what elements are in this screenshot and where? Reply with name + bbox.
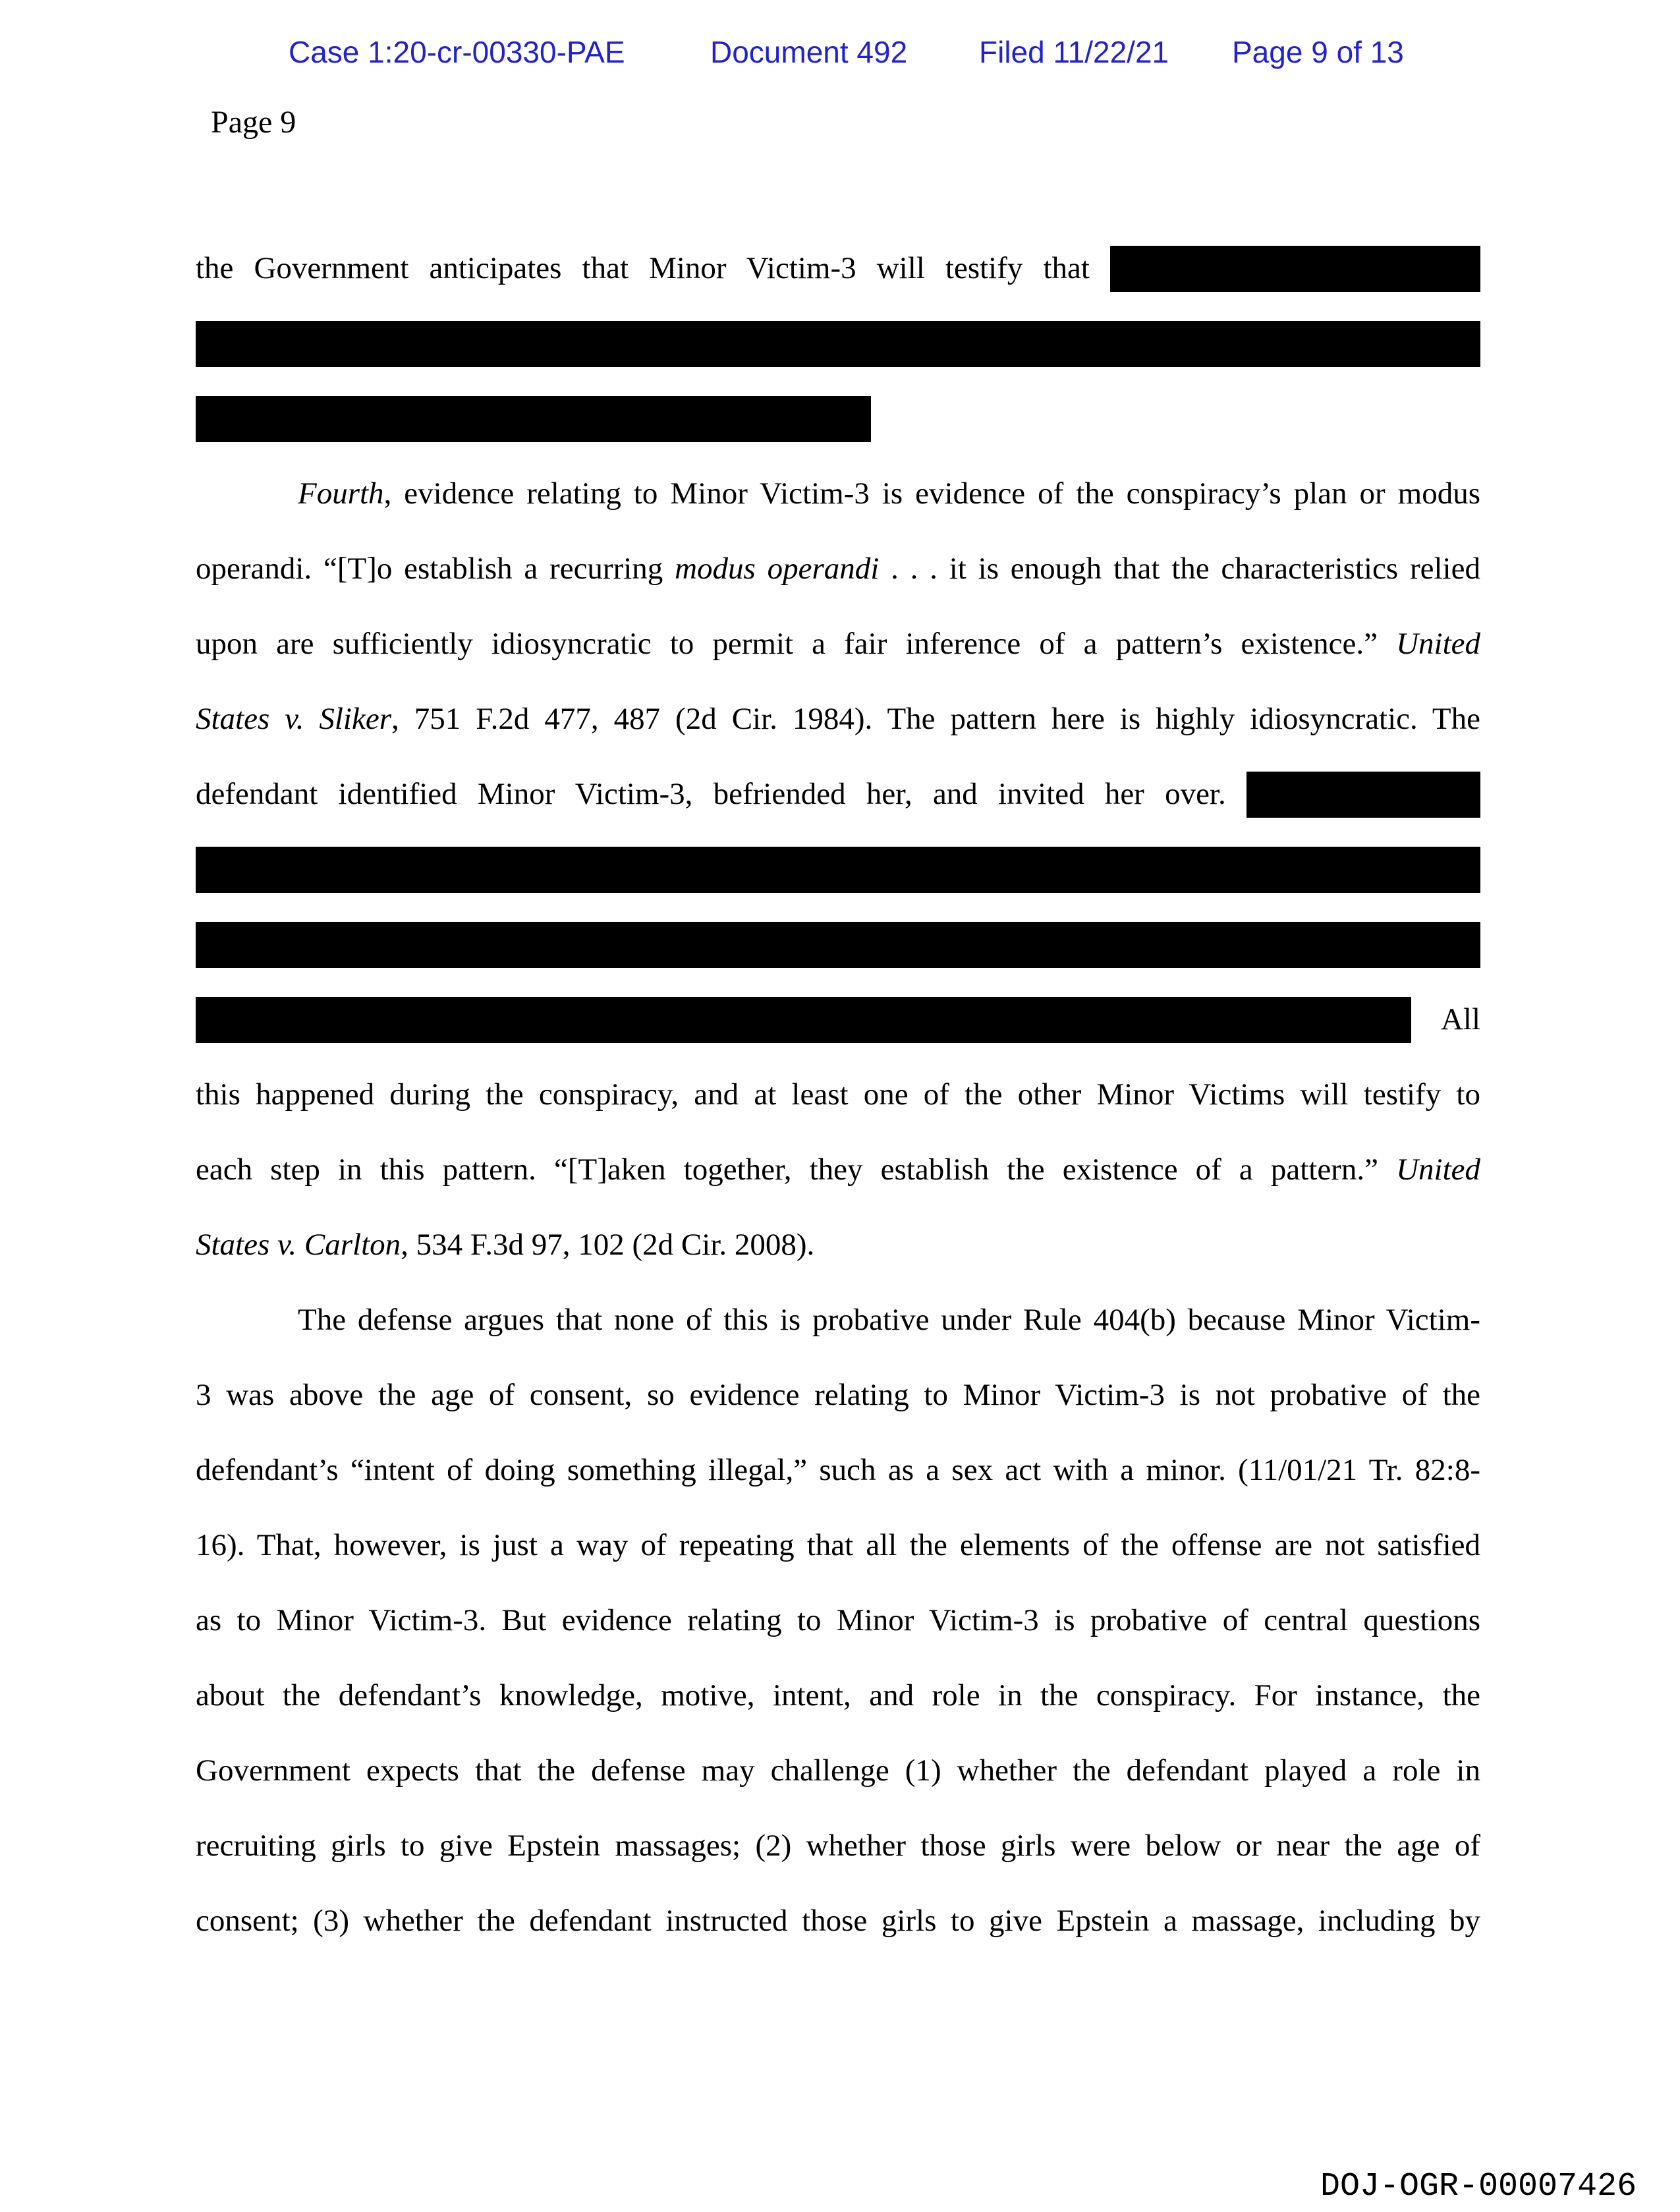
text-segment: operandi. “[T]o establish a recurring xyxy=(196,552,675,586)
body-text-line xyxy=(196,1808,1480,1883)
redaction-line xyxy=(196,381,1480,456)
text-segment: , 751 F.2d 477, 487 (2d Cir. 1984). The pattern here is highly idiosyncratic. The xyxy=(391,702,1480,736)
body-text-line xyxy=(196,1132,1480,1207)
body-text-line xyxy=(196,1057,1480,1132)
body-text-line xyxy=(196,1508,1480,1583)
text-segment: Fourth xyxy=(298,476,384,511)
body-text-line xyxy=(196,982,1480,1057)
body-text-line xyxy=(196,231,1480,306)
text-segment: the Government anticipates that Minor Victim-3 will testify that xyxy=(196,251,1110,285)
body-text-line xyxy=(196,606,1480,681)
body-text-line xyxy=(196,756,1480,832)
text-segment: 16). That, however, is just a way of repeating that all the elements of the offense are not satisfied xyxy=(196,1528,1480,1562)
redaction-line xyxy=(196,907,1480,982)
header-case-number: Case 1:20-cr-00330-PAE xyxy=(289,35,625,69)
body-text-line xyxy=(196,1583,1480,1658)
header-document-number: Document 492 xyxy=(710,35,908,69)
redaction-bar xyxy=(1110,246,1480,292)
text-segment: upon are sufficiently idiosyncratic to permit a fair inference of a pattern’s existence.” xyxy=(196,627,1397,661)
redaction-bar xyxy=(196,922,1480,968)
redaction-line xyxy=(196,306,1480,381)
text-segment: modus operandi xyxy=(675,552,880,586)
body-text-line xyxy=(196,1883,1480,1958)
text-segment: this happened during the conspiracy, and at least one of the other Minor Victims will testify to xyxy=(196,1077,1480,1112)
body-text-line xyxy=(196,531,1480,606)
text-segment: States v. Sliker xyxy=(196,702,391,736)
text-segment: each step in this pattern. “[T]aken together, they establish the existence of a pattern.” xyxy=(196,1152,1397,1187)
body-text-line xyxy=(196,1733,1480,1808)
text-segment: defendant’s “intent of doing something illegal,” such as a sex act with a minor. (11/01/21 Tr. 82:8- xyxy=(196,1453,1480,1487)
text-segment: All xyxy=(1411,1002,1480,1036)
body-text-line xyxy=(196,1282,1480,1357)
text-segment: as to Minor Victim-3. But evidence relating to Minor Victim-3 is probative of central questions xyxy=(196,1603,1480,1637)
document-body xyxy=(196,231,1480,1958)
text-segment: recruiting girls to give Epstein massages; (2) whether those girls were below or near the age of xyxy=(196,1829,1480,1863)
redaction-bar xyxy=(196,396,871,442)
text-segment: United xyxy=(1396,1152,1480,1187)
bates-number: DOJ-OGR-00007426 xyxy=(1320,2168,1637,2205)
text-segment: States v. Carlton xyxy=(196,1228,401,1262)
text-segment: , evidence relating to Minor Victim-3 is evidence of the conspiracy’s plan or modus xyxy=(383,476,1480,511)
text-segment: defendant identified Minor Victim-3, befriended her, and invited her over. xyxy=(196,777,1246,811)
header-page-of: Page 9 of 13 xyxy=(1232,35,1404,69)
redaction-bar xyxy=(1246,772,1480,818)
redaction-bar xyxy=(196,997,1411,1043)
body-text-line xyxy=(196,681,1480,756)
redaction-bar xyxy=(196,847,1480,893)
text-segment: consent; (3) whether the defendant instructed those girls to give Epstein a massage, including by xyxy=(196,1904,1480,1938)
body-text-line xyxy=(196,1357,1480,1432)
redaction-line xyxy=(196,832,1480,907)
redaction-bar xyxy=(196,321,1480,367)
body-text-line xyxy=(196,1432,1480,1508)
text-segment: The defense argues that none of this is probative under Rule 404(b) because Minor Victim- xyxy=(298,1303,1480,1337)
header-filed-date: Filed 11/22/21 xyxy=(979,35,1169,69)
text-segment: , 534 F.3d 97, 102 (2d Cir. 2008). xyxy=(401,1228,815,1262)
text-segment: Government expects that the defense may challenge (1) whether the defendant played a role in xyxy=(196,1753,1480,1788)
text-segment: 3 was above the age of consent, so evidence relating to Minor Victim-3 is not probative of the xyxy=(196,1378,1480,1412)
text-segment: United xyxy=(1396,627,1480,661)
body-text-line xyxy=(196,456,1480,531)
text-segment: . . . it is enough that the characteristics relied xyxy=(879,552,1480,586)
page-number-label: Page 9 xyxy=(211,105,296,140)
text-segment: about the defendant’s knowledge, motive, intent, and role in the conspiracy. For instance, the xyxy=(196,1678,1480,1713)
body-text-line xyxy=(196,1658,1480,1733)
body-text-line xyxy=(196,1207,1480,1282)
